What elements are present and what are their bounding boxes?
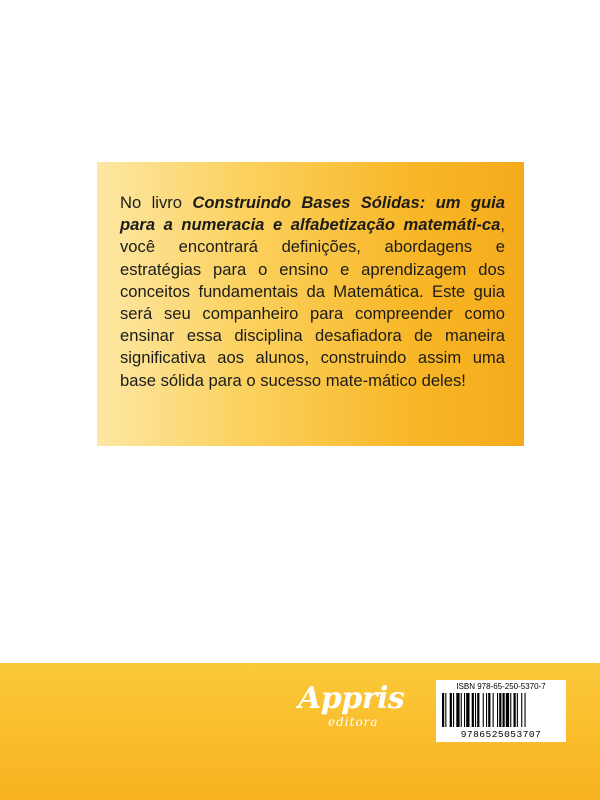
blurb-body: , você encontrará definições, abordagens e estratégias para o ensino e aprendizagem dos conceitos fundamentais da Matemática. Este guia será seu companheiro para compreender como ensinar essa disciplina desafiadora de maneira significativa aos alunos, construindo assim uma base sólida para o sucesso mate-mático deles!: [120, 215, 505, 390]
barcode: [436, 680, 566, 742]
publisher-logo: [298, 681, 408, 741]
book-title: Construindo Bases Sólidas: um guia para a numeracia e alfabetização matemáti-ca: [120, 193, 505, 235]
blurb-intro: No livro: [120, 193, 193, 212]
isbn-label: ISBN 978-65-250-5370-7: [456, 682, 546, 691]
blurb-text: [120, 192, 505, 392]
logo-main-text: Appris: [298, 681, 405, 716]
logo-sub-text: editora: [328, 715, 379, 729]
barcode-digits: 9786525053707: [460, 729, 542, 740]
barcode-bars: [440, 693, 562, 729]
